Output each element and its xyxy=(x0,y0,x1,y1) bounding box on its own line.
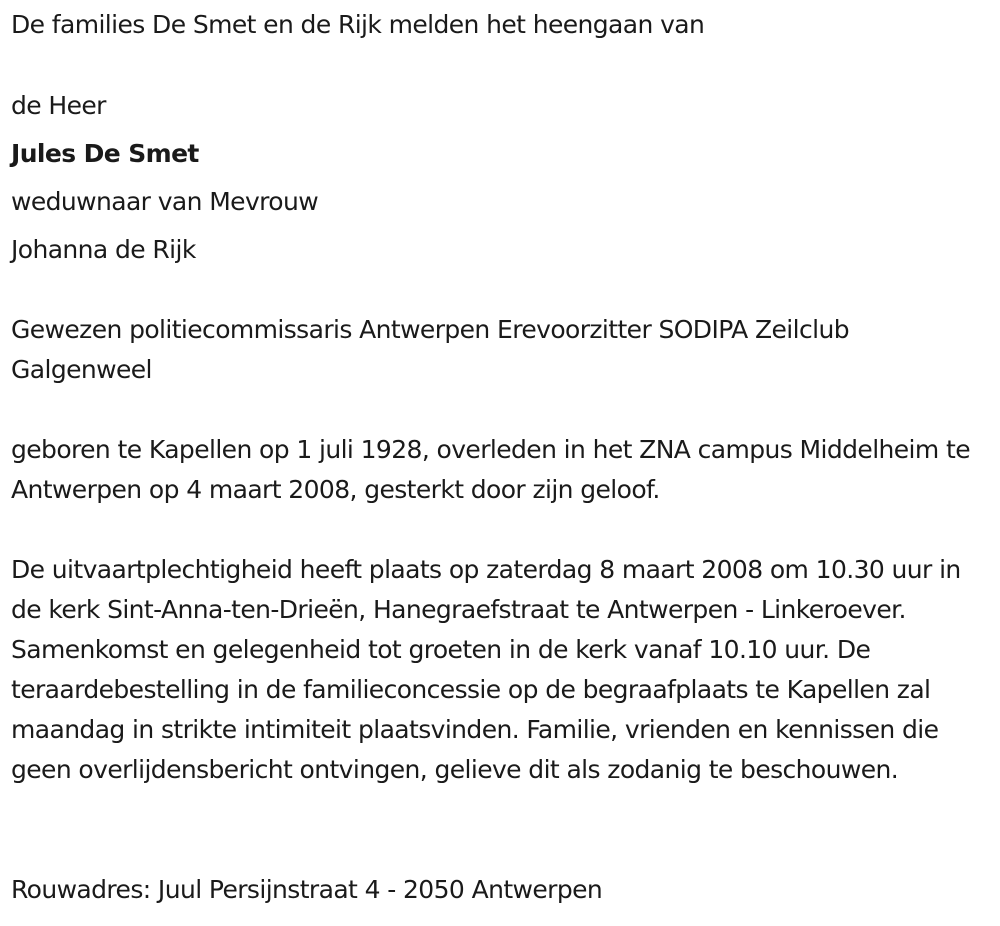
spouse-name: Johanna de Rijk xyxy=(11,235,196,264)
deceased-name: Jules De Smet xyxy=(11,139,199,168)
intro-text: De families De Smet en de Rijk melden het heengaan van xyxy=(11,10,705,39)
mourning-address: Rouwadres: Juul Persijnstraat 4 - 2050 Antwerpen xyxy=(11,875,603,904)
occupation-paragraph: Gewezen politiecommissaris Antwerpen Erevoorzitter SODIPA Zeilclub Galgenweel xyxy=(11,315,849,384)
widow-line: weduwnaar van Mevrouw xyxy=(11,187,319,216)
title-line: de Heer xyxy=(11,91,106,120)
funeral-paragraph: De uitvaartplechtigheid heeft plaats op zaterdag 8 maart 2008 om 10.30 uur in de kerk Sint-Anna-ten-Drieën, Hanegraefstraat te Antwerpen - Linkeroever. Samenkomst en gelegenheid tot groeten in de kerk vanaf 10.10 uur. De teraardebestelling in de familieconcessie op de begraafplaats te Kapellen zal maandag in strikte intimiteit plaatsvinden. Familie, vrienden en kennissen die geen overlijdensbericht ontvingen, gelieve dit als zodanig te beschouwen. xyxy=(11,555,961,784)
birth-death-paragraph: geboren te Kapellen op 1 juli 1928, overleden in het ZNA campus Middelheim te Antwerpen op 4 maart 2008, gesterkt door zijn geloof. xyxy=(11,435,970,504)
